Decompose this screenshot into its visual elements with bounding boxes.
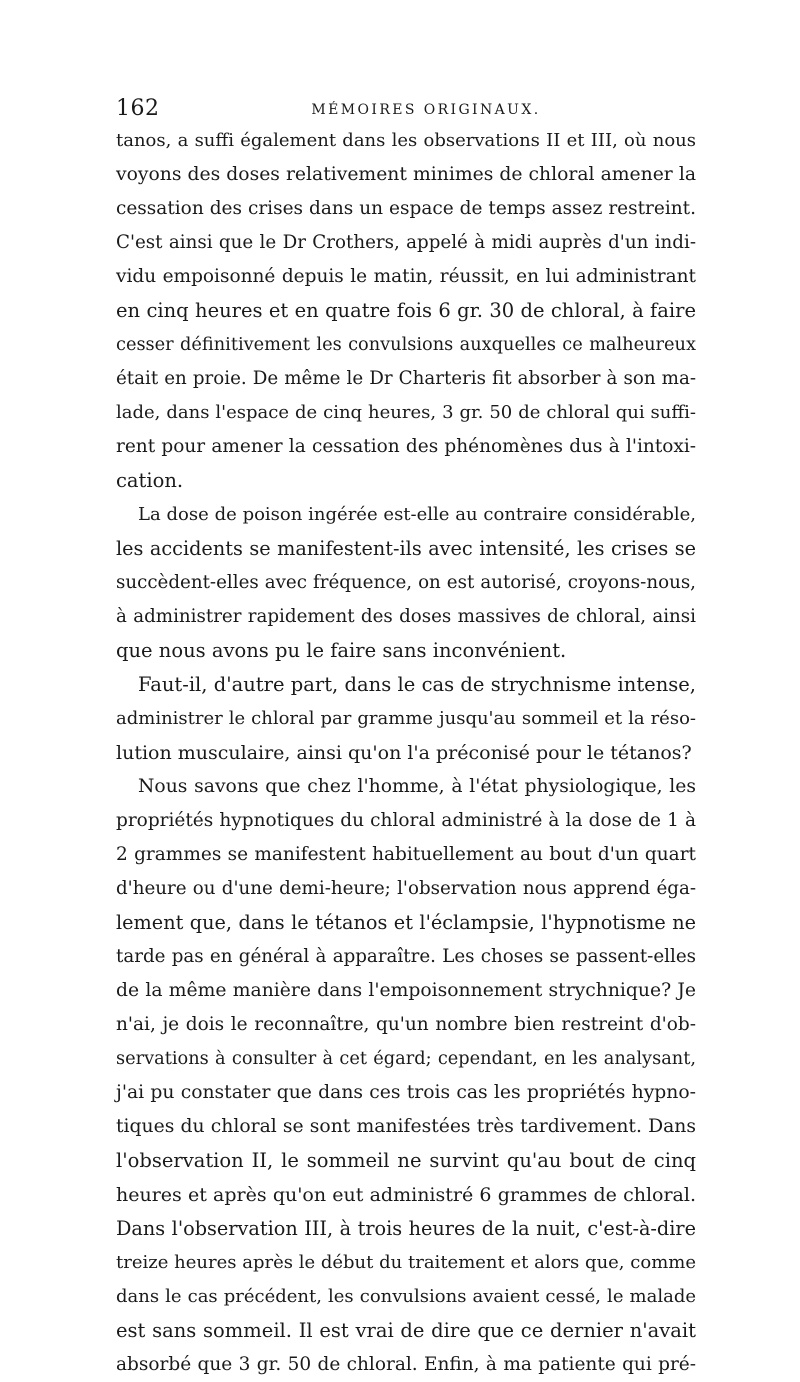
page-header (116, 96, 696, 126)
text-line: C'est ainsi que le Dr Crothers, appelé à midi auprès d'un indi- (116, 232, 696, 253)
text-line: j'ai pu constater que dans ces trois cas les propriétés hypno- (116, 1082, 696, 1103)
text-line: propriétés hypnotiques du chloral administré à la dose de 1 à (116, 810, 696, 831)
running-title: MÉMOIRES ORIGINAUX. (311, 102, 541, 118)
text-line: les accidents se manifestent-ils avec intensité, les crises se (116, 537, 696, 560)
text-line: à administrer rapidement des doses massives de chloral, ainsi (116, 606, 696, 627)
paragraph-start-line: La dose de poison ingérée est-elle au contraire considérable, (138, 504, 696, 525)
text-line: vidu empoisonné depuis le matin, réussit, en lui administrant (116, 266, 696, 287)
text-line: treize heures après le début du traitement et alors que, comme (116, 1252, 696, 1273)
text-line: que nous avons pu le faire sans inconvénient. (116, 639, 567, 662)
paragraph-start-line: Faut-il, d'autre part, dans le cas de strychnisme intense, (138, 673, 696, 696)
text-line: d'heure ou d'une demi-heure; l'observation nous apprend éga- (116, 878, 696, 899)
text-line: cessation des crises dans un espace de temps assez restreint. (116, 198, 696, 219)
text-line: lement que, dans le tétanos et l'éclampsie, l'hypnotisme ne (116, 911, 696, 934)
text-line: lade, dans l'espace de cinq heures, 3 gr. 50 de chloral qui suffi- (116, 402, 696, 423)
text-line: tanos, a suffi également dans les observations II et III, où nous (116, 130, 696, 151)
text-line: était en proie. De même le Dr Charteris fit absorber à son ma- (116, 368, 696, 389)
text-line: 2 grammes se manifestent habituellement au bout d'un quart (116, 844, 696, 865)
paragraph-start-line: Nous savons que chez l'homme, à l'état physiologique, les (138, 776, 696, 797)
text-line: n'ai, je dois le reconnaître, qu'un nombre bien restreint d'ob- (116, 1014, 696, 1035)
text-line: heures et après qu'on eut administré 6 grammes de chloral. (116, 1184, 696, 1206)
text-line: succèdent-elles avec fréquence, on est autorisé, croyons-nous, (116, 572, 696, 593)
body-text (116, 124, 696, 1382)
text-line: administrer le chloral par gramme jusqu'au sommeil et la réso- (116, 708, 696, 729)
text-line: voyons des doses relativement minimes de chloral amener la (116, 164, 696, 185)
text-line: absorbé que 3 gr. 50 de chloral. Enfin, à ma patiente qui pré- (116, 1354, 696, 1375)
text-line: rent pour amener la cessation des phénomènes dus à l'intoxi- (116, 436, 696, 457)
text-line: tarde pas en général à apparaître. Les choses se passent-elles (116, 946, 696, 967)
text-line: de la même manière dans l'empoisonnement strychnique? Je (116, 980, 696, 1001)
text-line: cesser définitivement les convulsions auxquelles ce malheureux (116, 335, 696, 355)
text-line: est sans sommeil. Il est vrai de dire que ce dernier n'avait (116, 1319, 696, 1342)
text-line: tiques du chloral se sont manifestées très tardivement. Dans (116, 1116, 696, 1137)
page-number: 162 (116, 96, 160, 121)
text-line: lution musculaire, ainsi qu'on l'a préconisé pour le tétanos? (116, 742, 692, 764)
text-line: dans le cas précédent, les convulsions avaient cessé, le malade (116, 1286, 696, 1307)
text-line: Dans l'observation III, à trois heures de la nuit, c'est-à-dire (116, 1217, 696, 1240)
text-line: cation. (116, 469, 184, 492)
text-line: servations à consulter à cet égard; cependant, en les analysant, (116, 1049, 696, 1069)
text-line: en cinq heures et en quatre fois 6 gr. 30 de chloral, à faire (116, 299, 696, 322)
text-line: l'observation II, le sommeil ne survint qu'au bout de cinq (116, 1149, 696, 1172)
